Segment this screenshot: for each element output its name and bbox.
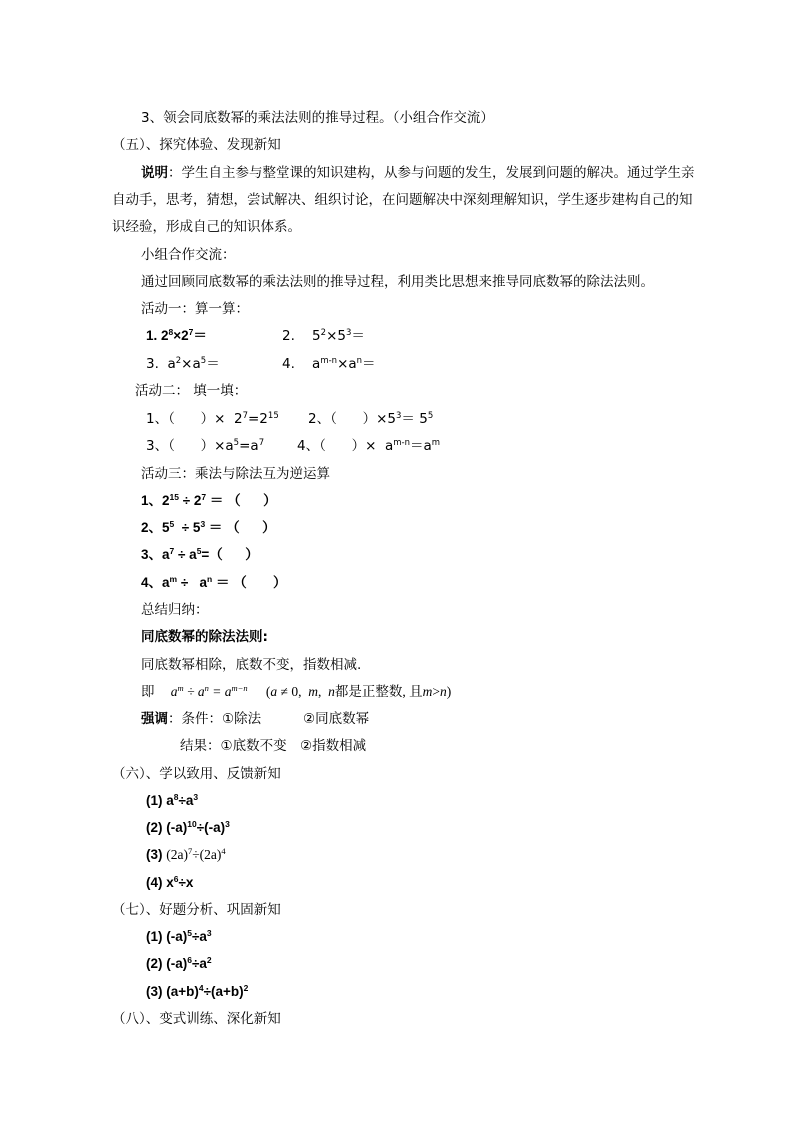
act3-item-2: 2、$5^5 \div 5^3$ ＝ （ ） bbox=[141, 519, 276, 535]
note-label: 说明 bbox=[141, 165, 168, 181]
emphasis-result-2: ②指数相减 bbox=[300, 738, 367, 754]
recall-text: 通过回顾同底数幂的乘法法则的推导过程，利用类比思想来推导同底数幂的除法法则。 bbox=[141, 274, 654, 290]
emphasis-result-1: 结果：①底数不变 bbox=[180, 738, 287, 754]
section-6-heading: （六）、学以致用、反馈新知 bbox=[112, 766, 281, 782]
section-8-heading: （八）、变式训练、深化新知 bbox=[112, 1011, 281, 1027]
note-line-3: 识经验，形成自己的知识体系。 bbox=[112, 219, 301, 235]
act2-item-4: 4、（ ）× $a^{m-n}=a^m$ bbox=[297, 438, 441, 454]
act1-item-1: 1. $2^8\times 2^7=$ bbox=[146, 327, 207, 343]
emphasis-label: 强调 bbox=[141, 711, 168, 727]
s6-item-3: (3) $(2a)^7\div(2a)^4$ bbox=[146, 846, 226, 862]
division-formula: $a^m \div a^n = a^{m-n}$ bbox=[170, 683, 248, 699]
act3-item-1: 1、$2^{15} \div 2^7$ ＝ （ ） bbox=[141, 492, 277, 508]
formula-condition: (a ≠ 0, m, n都是正整数, 且m>n) bbox=[265, 684, 452, 699]
note-line-1 bbox=[141, 164, 695, 182]
section-7-heading: （七）、好题分析、巩固新知 bbox=[112, 902, 281, 918]
emphasis-line-1 bbox=[141, 710, 261, 728]
rule-title: 同底数幂的除法法则: bbox=[141, 629, 268, 645]
note-text-1: ：学生自主参与整堂课的知识建构，从参与问题的发生，发展到问题的解决。通过学生亲 bbox=[168, 165, 695, 181]
activity-3-label: 活动三：乘法与除法互为逆运算 bbox=[141, 466, 330, 482]
summary-label: 总结归纳： bbox=[141, 602, 209, 618]
act2-item-2: 2、（ ）$\times 5^3= 5^5$ bbox=[308, 411, 434, 427]
s7-item-3: (3) $(a+b)^4\div(a+b)^2$ bbox=[146, 983, 249, 999]
s6-item-1: (1) $a^8\div a^3$ bbox=[146, 792, 199, 808]
activity-2-label: 活动二： 填一填： bbox=[135, 383, 248, 399]
act2-item-3: 3、（ ）$\times a^5=a^7$ bbox=[146, 438, 265, 454]
act3-item-3: 3、$a^7 \div a^5=$（ ） bbox=[141, 546, 259, 562]
section-5-heading: （五）、探究体验、发现新知 bbox=[112, 137, 281, 153]
act2-item-1: 1、（ ）× $2^7=2^{15}$ bbox=[146, 411, 279, 427]
ji-label: 即 bbox=[141, 684, 155, 700]
act3-item-4: 4、$a^m \div a^n$ ＝ （ ） bbox=[141, 574, 287, 590]
note-line-2: 自动手，思考，猜想，尝试解决、组织讨论，在问题解决中深刻理解知识，学生逐步建构自己的知 bbox=[112, 192, 693, 208]
act1-item-4: 4. $a^{m-n}\times a^n=$ bbox=[282, 356, 376, 372]
activity-1-label: 活动一：算一算： bbox=[141, 301, 249, 317]
group-label: 小组合作交流： bbox=[141, 247, 236, 263]
formula-line bbox=[141, 683, 451, 701]
condition-text: 都是正整数, 且 bbox=[334, 684, 423, 699]
s7-item-1: (1) $(-a)^5\div a^3$ bbox=[146, 928, 212, 944]
act1-item-2: 2. $5^2\times 5^3=$ bbox=[282, 328, 365, 344]
step-3-text: 3、领会同底数幂的乘法法则的推导过程。（小组合作交流） bbox=[141, 110, 494, 126]
s6-item-4: (4) $x^6\div x$ bbox=[146, 874, 194, 890]
emphasis-cond-1: ：条件：①除法 bbox=[168, 711, 262, 727]
s7-item-2: (2) $(-a)^6\div a^2$ bbox=[146, 955, 212, 971]
emphasis-cond-2: ②同底数幂 bbox=[303, 711, 370, 727]
rule-text: 同底数幂相除，底数不变，指数相减. bbox=[141, 657, 362, 673]
s6-item-2: (2) $(-a)^{10}\div(-a)^3$ bbox=[146, 819, 230, 835]
act1-item-3: 3. $a^2\times a^5=$ bbox=[146, 356, 220, 372]
